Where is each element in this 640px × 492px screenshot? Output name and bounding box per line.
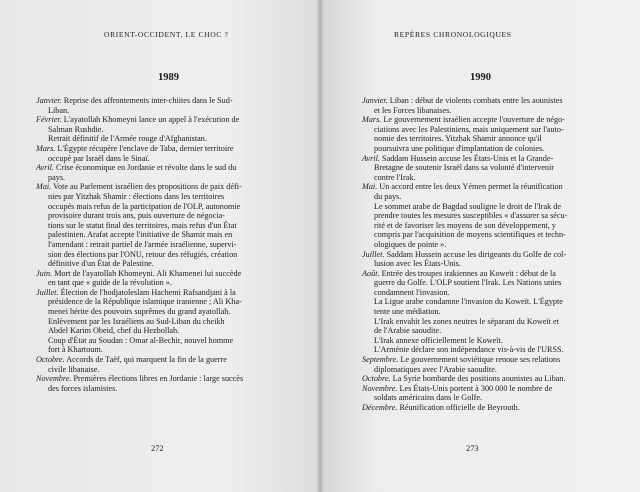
entry-text-line: nomie des territoires. Yitzhak Shamir annonce qu'il: [374, 134, 542, 144]
entry-text-line: Liban.: [48, 105, 70, 115]
entry-text-line: Le sommet arabe de Bagdad souligne le droit de l'Irak de: [374, 201, 561, 211]
entry-text-line: nies par Yitzhak Shamir : élections dans les territoires: [48, 191, 225, 201]
entry-month-label: Mars.: [36, 143, 56, 153]
entry-first-line: [362, 268, 604, 279]
entry-first-line: [362, 374, 604, 384]
entry-first-line: [36, 355, 280, 365]
chronology-entry: [362, 269, 604, 355]
entry-first-line: [36, 163, 280, 173]
chronology-entry: [362, 384, 604, 403]
entry-text-line: occupés mais refus de la participation de l'OLP, autonomie: [48, 201, 241, 211]
entry-month-label: Mai.: [362, 182, 378, 192]
entry-text-line: La Syrie bombarde des positions aounistes au Liban.: [392, 374, 566, 384]
chronology-entry: [362, 182, 604, 249]
entry-text-line: Salman Rushdie.: [48, 124, 104, 134]
year-heading-right: 1990: [470, 72, 491, 83]
entry-text-line: du pays.: [374, 191, 402, 201]
entry-first-line: [362, 249, 604, 260]
entry-month-label: Juillet.: [36, 287, 59, 297]
entry-first-line: [36, 287, 280, 298]
entry-text-line: Liban : début de violents combats entre les aounistes: [389, 96, 563, 105]
entry-text-line: fort à Khartoum.: [48, 345, 103, 355]
entry-text-line: rité et de favoriser les moyens de son développement, y: [374, 220, 556, 230]
chronology-entry: [362, 355, 604, 374]
entry-first-line: [36, 374, 280, 384]
chronology-entry: [362, 403, 604, 413]
entry-text-line: Les États-Unis portent à 300 000 le nombre de: [399, 383, 553, 393]
entry-month-label: Août.: [362, 268, 380, 278]
entry-text-line: L'Égypte récupère l'enclave de Taba, dernier territoire: [57, 143, 234, 153]
book-gutter: [316, 0, 324, 492]
entry-text-line: Entrée des troupes irakiennes au Koweït : début de la: [381, 268, 556, 278]
entry-text-line: L'ayatollah Khomeyni lance un appel à l'exécution de: [63, 115, 240, 125]
entry-month-label: Octobre.: [362, 374, 391, 384]
entry-month-label: Février.: [36, 115, 62, 125]
entry-text-line: contre l'Irak.: [374, 172, 416, 182]
entry-text-line: Reprise des affrontements inter-chiites dans le Sud-: [63, 96, 233, 105]
entry-first-line: [36, 143, 280, 154]
entry-text-line: Retrait définitif de l'Armée rouge d'Afghanistan.: [48, 134, 207, 144]
entry-month-label: Octobre.: [36, 355, 65, 365]
chronology-entry: [36, 355, 280, 374]
entry-first-line: [36, 268, 280, 279]
entry-first-line: [36, 96, 280, 106]
chronology-entry: [36, 269, 280, 288]
entry-text-line: Bretagne de soutenir Israël dans sa volonté d'intervenir: [374, 163, 554, 173]
entry-month-label: Avril.: [362, 153, 380, 163]
entry-text-line: prendre toutes les mesures susceptibles « d'assurer sa sécu-: [374, 211, 568, 221]
running-head-right: REPÈRES CHRONOLOGIQUES: [394, 30, 512, 39]
entry-text-line: ologiques de pointe ».: [374, 239, 447, 249]
entry-text-line: lusion avec les États-Unis.: [374, 259, 461, 269]
entry-text-line: et les Forces libanaises.: [374, 105, 452, 115]
entry-text-line: L'Irak annexe officiellement le Koweït.: [374, 335, 503, 345]
chronology-entry: [36, 144, 280, 163]
chronology-entry: [362, 154, 604, 183]
chronology-entry: [36, 163, 280, 182]
entry-text-line: Coup d'État au Soudan : Omar al-Bechir, nouvel homme: [48, 335, 234, 345]
entry-text-line: Enlèvement par les Israéliens au Sud-Liban du cheikh: [48, 316, 225, 326]
year-heading-left: 1989: [158, 72, 179, 83]
entry-text-line: sion des élections par l'ONU, retour des réfugiés, création: [48, 249, 238, 259]
entry-text-line: Crise économique en Jordanie et révolte dans le sud du: [56, 163, 237, 173]
running-head-left: ORIENT-OCCIDENT, LE CHOC ?: [104, 30, 229, 39]
chronology-entry: [36, 374, 280, 393]
entry-text-line: tions sur le statut final des territoires, mais refus d'un État: [48, 220, 237, 230]
entry-text-line: Accords de Taëf, qui marquent la fin de la guerre: [66, 355, 227, 365]
entry-text-line: Mort de l'ayatollah Khomeyni. Ali Khamenei lui succède: [54, 268, 242, 278]
entry-text-line: ciations avec les Palestiniens, mais uniquement sur l'auto-: [374, 124, 564, 134]
entry-text-line: des forces islamistes.: [48, 383, 118, 393]
entry-first-line: [36, 115, 280, 125]
entry-text-line: occupé par Israël dans le Sinaï.: [48, 153, 150, 163]
entry-month-label: Novembre.: [36, 374, 72, 384]
entry-first-line: [36, 182, 280, 192]
entry-text-line: menei hérite des pouvoirs suprêmes du grand ayatollah.: [48, 307, 231, 317]
entry-text-line: compris par l'acquisition de moyens scientifiques et techn-: [374, 230, 566, 240]
entry-text-line: présidence de la République islamique iranienne ; Ali Kha-: [48, 297, 242, 307]
chronology-entry: [36, 115, 280, 144]
entry-first-line: [362, 383, 604, 394]
entry-first-line: [362, 355, 604, 365]
entry-month-label: Avril.: [36, 163, 54, 173]
entry-first-line: [362, 182, 604, 192]
entry-text-line: de l'Arabie saoudite.: [374, 326, 442, 336]
entry-text-line: Un accord entre les deux Yémen permet la réunification: [379, 182, 563, 192]
entry-first-line: [362, 96, 604, 106]
entry-text-line: soldats américains dans le Golfe.: [374, 393, 482, 403]
entry-text-line: tente une médiation.: [374, 307, 441, 317]
chronology-entry: [362, 96, 604, 115]
entry-text-line: palestinien. Arafat accepte l'initiative de Shamir mais en: [48, 230, 233, 240]
chronology-entry: [36, 96, 280, 115]
entry-first-line: [362, 403, 604, 413]
entry-text-line: l'amendant : retrait partiel de l'armée israélienne, supervi-: [48, 239, 237, 249]
entry-text-line: en tant que « guide de la révolution ».: [48, 278, 172, 288]
entry-text-line: Saddam Hussein accuse les dirigeants du Golfe de col-: [386, 249, 567, 259]
entry-text-line: définitive d'un État de Palestine.: [48, 259, 154, 269]
entry-first-line: [362, 153, 604, 164]
entry-text-line: provisoire durant trois ans, puis ouverture de négocia-: [48, 211, 225, 221]
entry-text-line: L'Irak envahit les zones neutres le séparant du Koweït et: [374, 316, 559, 326]
chronology-entry: [362, 374, 604, 384]
entry-text-line: Vote au Parlement israélien des propositions de paix défi-: [53, 182, 242, 192]
entry-text-line: Le gouvernement israélien accepte l'ouverture de négo-: [383, 115, 565, 125]
entry-text-line: Élection de l'hodjatoleslam Hachemi Rafsandjani à la: [60, 287, 236, 297]
right-page: [320, 0, 640, 492]
entry-text-line: pays.: [48, 172, 66, 182]
chronology-entry: [362, 115, 604, 153]
entry-text-line: Le gouvernement soviétique renoue ses relations: [400, 355, 561, 365]
chronology-entries-right: [362, 96, 604, 413]
entry-month-label: Mars.: [362, 115, 382, 125]
entry-month-label: Juillet.: [362, 249, 385, 259]
entry-text-line: condamnent l'invasion.: [374, 287, 450, 297]
chronology-entries-left: [36, 96, 280, 393]
entry-month-label: Septembre.: [362, 355, 399, 365]
entry-first-line: [362, 115, 604, 125]
entry-month-label: Juin.: [36, 268, 53, 278]
entry-text-line: Réunification officielle de Beyrouth.: [399, 403, 520, 412]
entry-text-line: Abdel Karim Obeid, chef du Hezbollah.: [48, 326, 180, 336]
page-number-left: 272: [151, 444, 164, 453]
entry-month-label: Décembre.: [362, 403, 398, 412]
chronology-entry: [362, 250, 604, 269]
entry-month-label: Janvier.: [36, 96, 62, 105]
entry-text-line: La Ligue arabe condamne l'invasion du Koweït. L'Égypte: [374, 297, 563, 307]
entry-text-line: Saddam Hussein accuse les États-Unis et la Grande-: [382, 153, 554, 163]
entry-text-line: poursuivra une politique d'implantation de colonies.: [374, 143, 545, 153]
entry-text-line: L'Arménie déclare son indépendance vis-à-vis de l'URSS.: [374, 345, 564, 355]
entry-text-line: civile libanaise.: [48, 364, 100, 374]
entry-text-line: diplomatiques avec l'Arabie saoudite.: [374, 364, 497, 374]
chronology-entry: [36, 288, 280, 355]
entry-text-line: guerre du Golfe. L'OLP soutient l'Irak. Les Nations unies: [374, 278, 562, 288]
entry-text-line: Premières élections libres en Jordanie : large succès: [73, 374, 244, 384]
entry-month-label: Novembre.: [362, 383, 398, 393]
chronology-entry: [36, 182, 280, 268]
entry-month-label: Janvier.: [362, 96, 388, 105]
page-number-right: 273: [466, 444, 479, 453]
entry-month-label: Mai.: [36, 182, 52, 192]
